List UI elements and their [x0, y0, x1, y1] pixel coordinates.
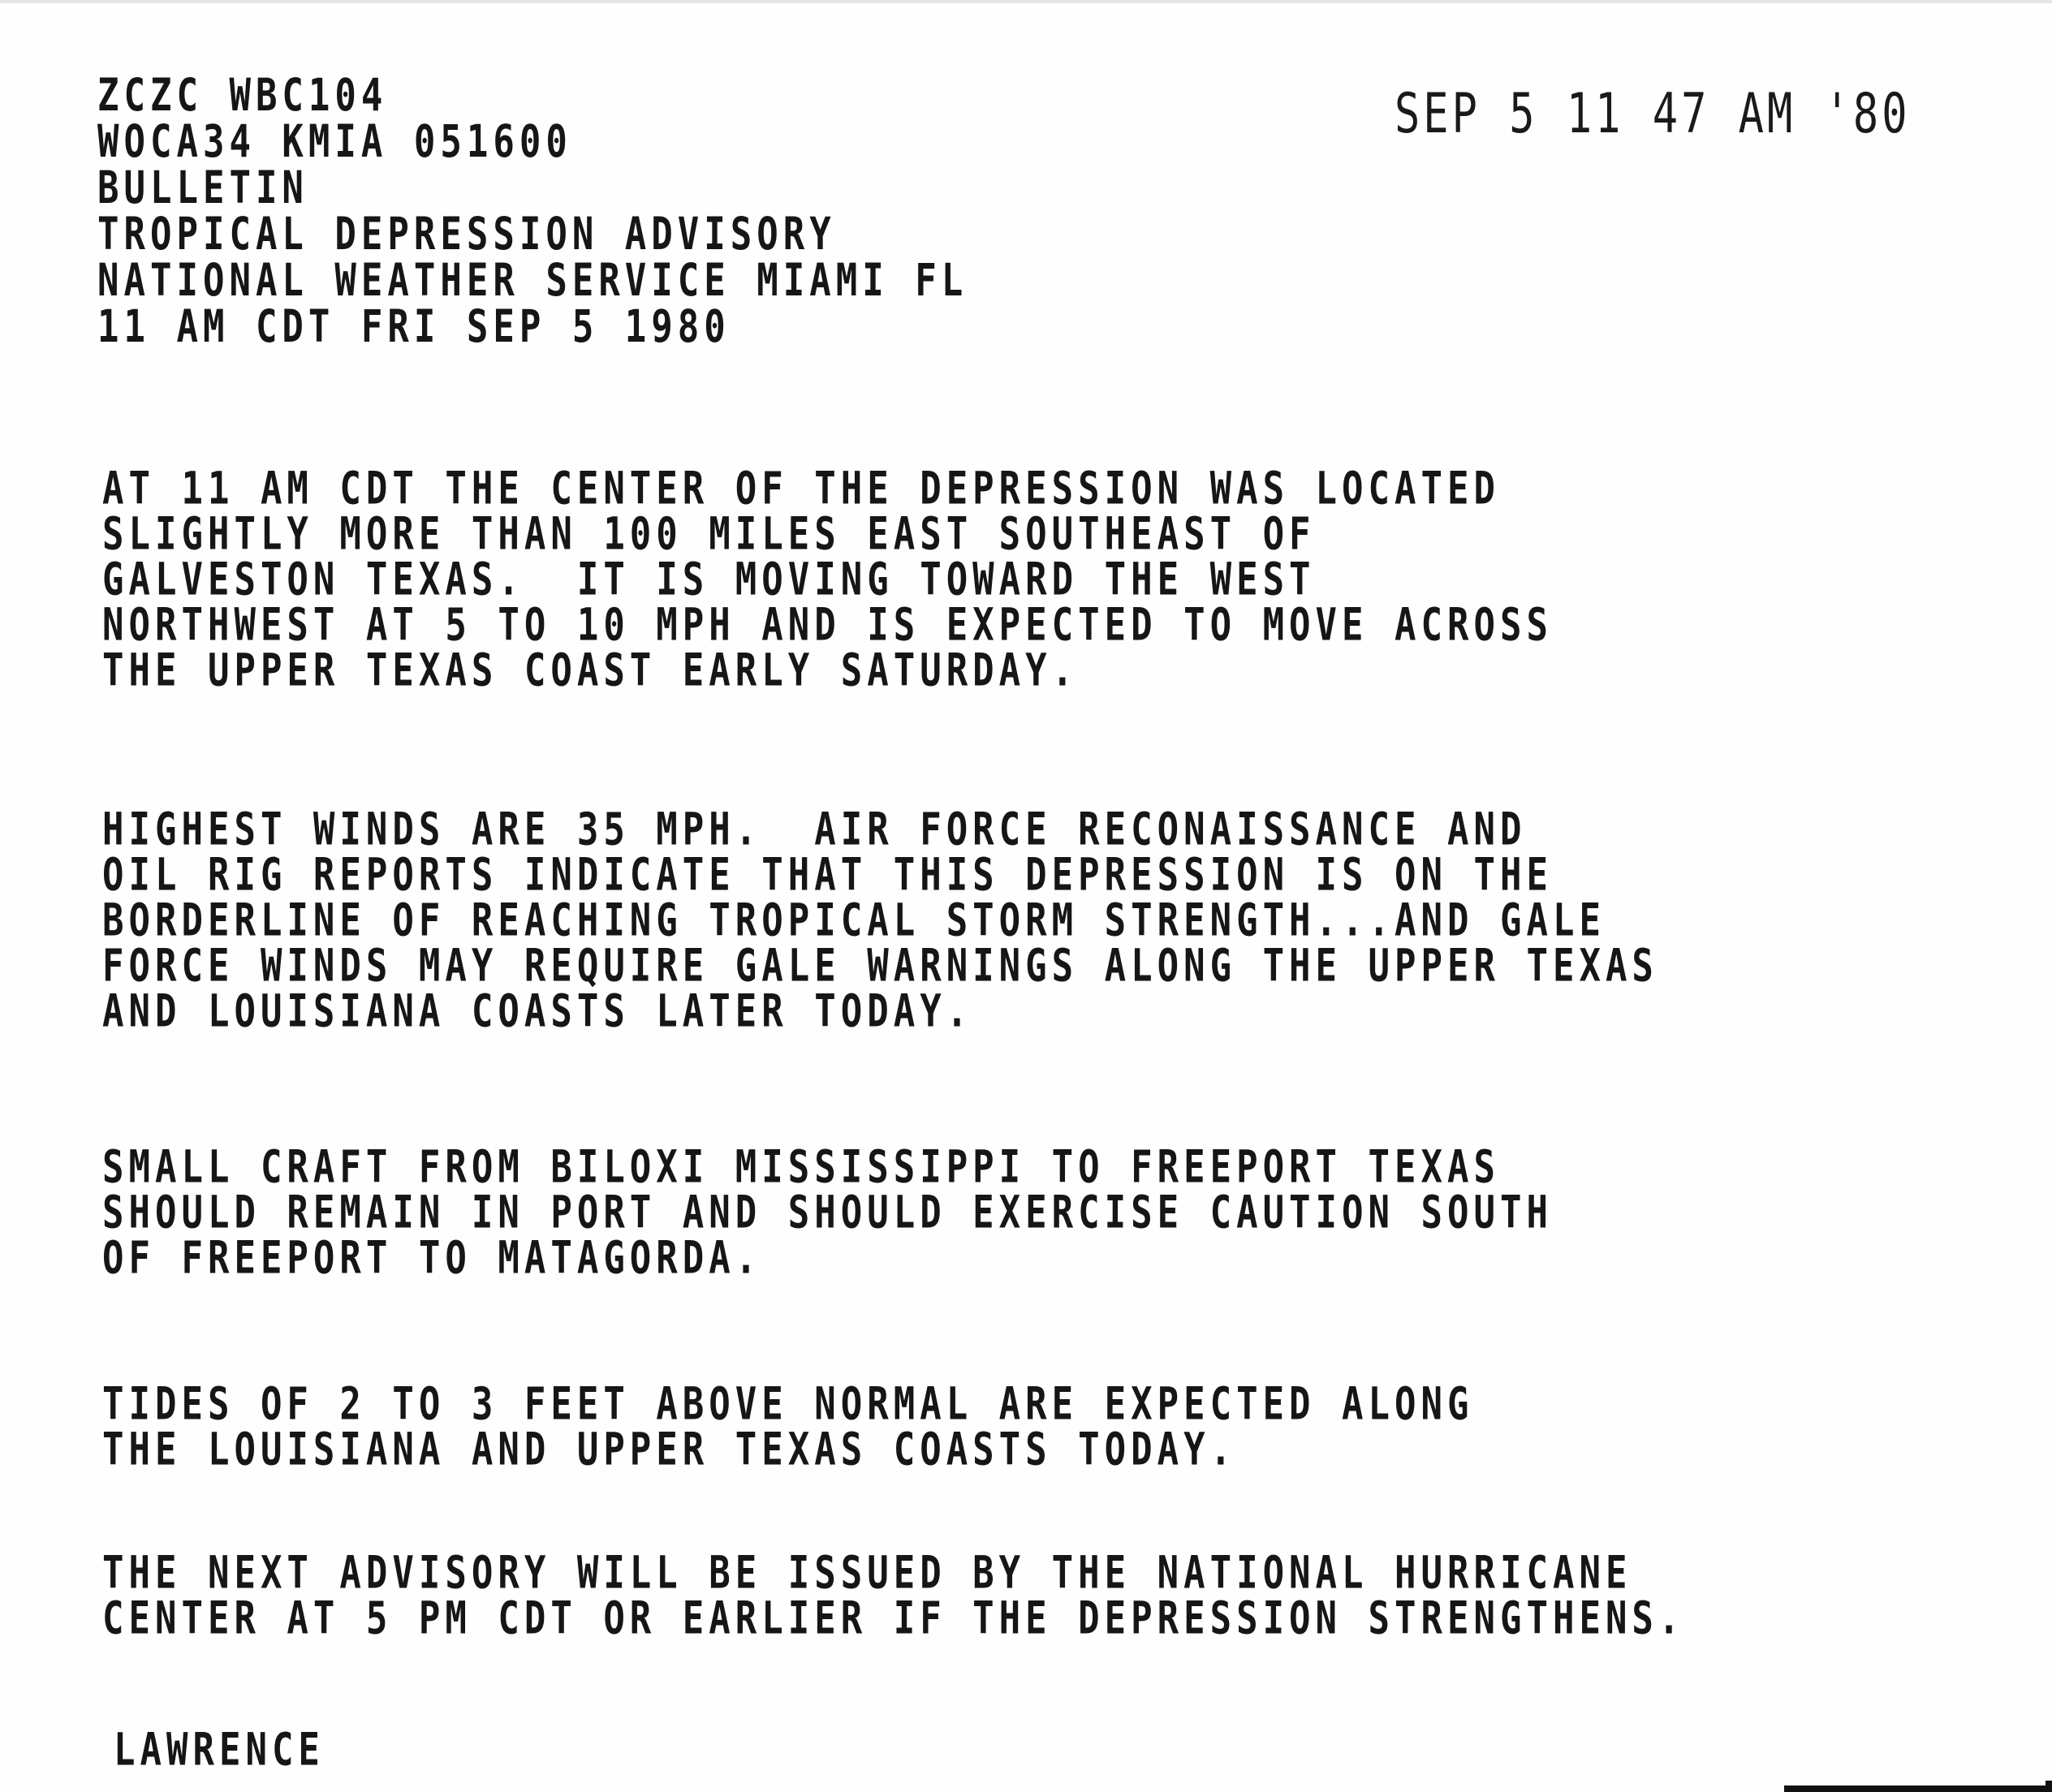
paragraph-line: TIDES OF 2 TO 3 FEET ABOVE NORMAL ARE EXPECTED ALONG	[102, 1378, 1474, 1431]
advisory-paragraph-winds	[102, 802, 1658, 1038]
page-corner-mark	[1784, 1786, 2052, 1792]
header-line-title: TROPICAL DEPRESSION ADVISORY	[97, 208, 836, 261]
advisory-paragraph-next-advisory	[102, 1545, 1685, 1645]
header-line-issued-time: 11 AM CDT FRI SEP 5 1980	[97, 300, 731, 353]
paragraph-line: SHOULD REMAIN IN PORT AND SHOULD EXERCISE CAUTION SOUTH	[102, 1187, 1553, 1239]
header-line-routing: ZCZC WBC104	[97, 69, 388, 122]
advisory-paragraph-location	[102, 461, 1553, 697]
paragraph-line: AND LOUISIANA COASTS LATER TODAY.	[102, 985, 973, 1038]
paragraph-line: BORDERLINE OF REACHING TROPICAL STORM STRENGTH...AND GALE	[102, 894, 1606, 947]
paragraph-line: THE LOUISIANA AND UPPER TEXAS COASTS TODAY.	[102, 1424, 1237, 1476]
paragraph-line: CENTER AT 5 PM CDT OR EARLIER IF THE DEPRESSION STRENGTHENS.	[102, 1592, 1685, 1645]
paragraph-line: THE UPPER TEXAS COAST EARLY SATURDAY.	[102, 644, 1079, 697]
paragraph-line: SLIGHTLY MORE THAN 100 MILES EAST SOUTHEAST OF	[102, 508, 1316, 561]
header-line-bulletin: BULLETIN	[97, 162, 308, 214]
paragraph-line: AT 11 AM CDT THE CENTER OF THE DEPRESSION WAS LOCATED	[102, 463, 1500, 515]
advisory-paragraph-tides	[102, 1376, 1474, 1476]
advisory-paragraph-small-craft	[102, 1139, 1553, 1285]
paragraph-line: HIGHEST WINDS ARE 35 MPH. AIR FORCE RECONAISSANCE AND	[102, 803, 1527, 856]
paragraph-line: NORTHWEST AT 5 TO 10 MPH AND IS EXPECTED TO MOVE ACROSS	[102, 599, 1553, 652]
bulletin-header	[97, 67, 968, 353]
paragraph-line: THE NEXT ADVISORY WILL BE ISSUED BY THE NATIONAL HURRICANE	[102, 1547, 1632, 1600]
page-top-edge	[0, 0, 2052, 3]
paragraph-line: FORCE WINDS MAY REQUIRE GALE WARNINGS ALONG THE UPPER TEXAS	[102, 940, 1658, 993]
header-line-issuer: NATIONAL WEATHER SERVICE MIAMI FL	[97, 254, 968, 307]
paragraph-line: OIL RIG REPORTS INDICATE THAT THIS DEPRESSION IS ON THE	[102, 849, 1553, 902]
header-line-product-id: WOCA34 KMIA 051600	[97, 115, 572, 168]
paragraph-line: SMALL CRAFT FROM BILOXI MISSISSIPPI TO FREEPORT TEXAS	[102, 1141, 1500, 1194]
page-corner-mark-vertical	[2046, 1781, 2052, 1792]
paragraph-line: OF FREEPORT TO MATAGORDA.	[102, 1232, 762, 1285]
paragraph-line: GALVESTON TEXAS. IT IS MOVING TOWARD THE WEST	[102, 554, 1316, 606]
forecaster-signature: LAWRENCE	[114, 1724, 325, 1777]
received-timestamp-stamp: SEP 5 11 47 AM '80	[1395, 83, 1911, 146]
